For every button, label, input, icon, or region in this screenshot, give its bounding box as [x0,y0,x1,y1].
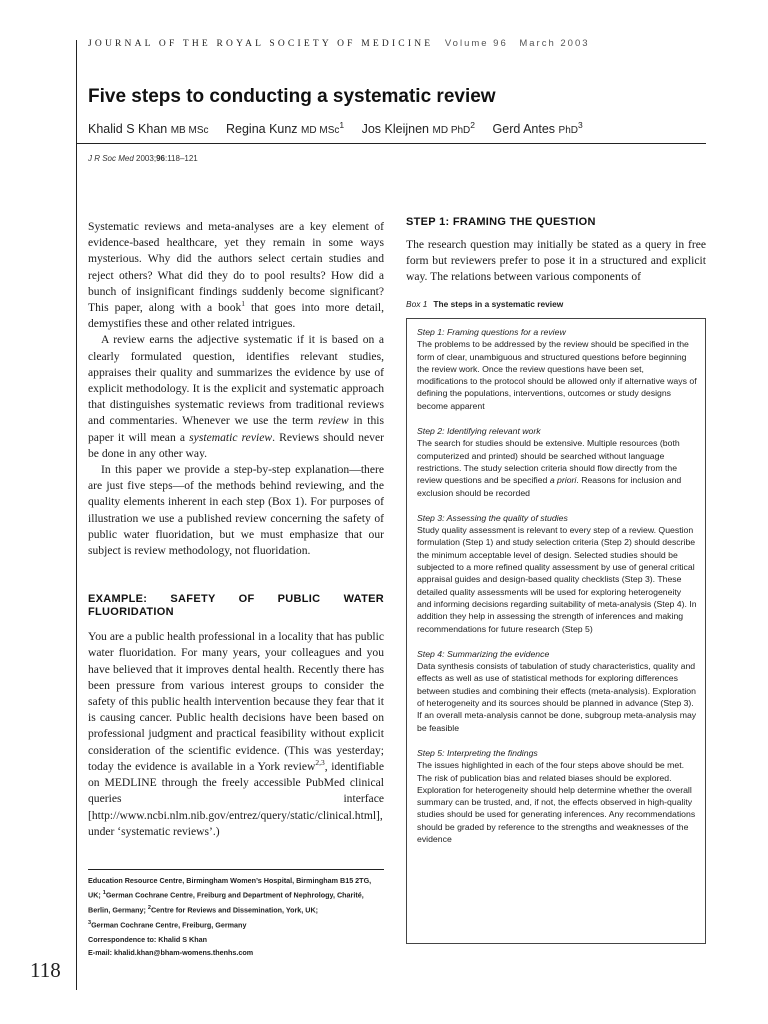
journal-name: JOURNAL OF THE ROYAL SOCIETY OF MEDICINE [88,39,434,49]
box-step-text: The problems to be addressed by the review should be specified in the form of clear, unambiguous and structured questions before beginning the review work. Once the review questions have been set, modifications to the protocol should be allowed only if alternative ways of defining the populations, interventions, outcomes or study designs become apparent [417,339,697,411]
box-step-heading: Step 3: Assessing the quality of studies [417,512,568,523]
intro-paragraph: Systematic reviews and meta-analyses are a key element of evidence-based healthcare, yet they remain in some ways mysterious. Why did the authors select certain studies and reject others? What did they do to pool results? How did a bunch of insignificant findings suddenly become significant? This paper, along with a book$^1$ that goes into more detail, demystifies these and other related intrigues. [88,220,384,331]
box-step [417,747,697,845]
box-step [417,648,697,734]
page-number: 118 [30,958,61,982]
steps-box [406,318,706,944]
running-header [88,38,590,49]
article-title: Five steps to conducting a systematic review [88,86,496,107]
box-step-text: Data synthesis consists of tabulation of study characteristics, quality and effects as well as use of statistical methods for exploring differences between studies and combining their effects (meta-analysis). Exploration of heterogeneity and its sources should be planned in advance (Step 3). If an overall meta-analysis cannot be done, subgroup meta-analysis may be feasible [417,661,697,733]
box-step-heading: Step 2: Identifying relevant work [417,426,541,437]
title-rule [76,143,706,144]
correspondence-email: E-mail: khalid.khan@bham-womens.thenhs.com [88,947,254,957]
correspondence: Correspondence to: Khalid S Khan [88,935,208,945]
box-step [417,425,697,499]
left-column [88,219,384,840]
author: Khalid S Khan MB MSc [88,122,209,137]
example-paragraph: You are a public health professional in a locality that has public water fluoridation. For many years, your colleagues and you have believed that it improves dental health. Recently there has been pressure from various interest groups to consider the safety of this public health intervention because they fear that it is causing cancer. Public health decisions have been based on professional judgment and practical feasibility without explicit consideration of the scientific evidence. (This was yesterday; today the evidence is available in a York review$^{2,3}$, identifiable on MEDLINE through the freely accessible PubMed clinical queries interface [http://www.ncbi.nlm.nib.gov/entrez/query/static/clinical.html], under ‘systematic reviews’.) [88,630,384,838]
affiliation-text: Education Resource Centre, Birmingham Women’s Hospital, Birmingham B15 2TG, UK; $^1$German Cochrane Centre, Freiburg and Department of Nephrology, Charité, Berlin, Germany; $^2$Centre for Reviews and Dissemination, York, UK; $^3$German Cochrane Centre, Freiburg, Germany [88,876,372,930]
author-list [88,120,597,136]
box-step [417,512,697,635]
box-step-text: Study quality assessment is relevant to every step of a review. Question formulation (Step 1) and study selection criteria (Step 2) should describe the minimum acceptable level of design. Selected studies should be subjected to a more refined quality assessment by use of general critical appraisal guides and design-based quality checklists (Step 3). These detailed quality assessments will be used for exploring heterogeneity and informing decisions regarding suitability of meta-analysis (Step 4). In addition they help in assessing the strength of inferences and making recommendations for future research (Step 5) [417,525,697,634]
box-step-heading: Step 4: Summarizing the evidence [417,648,550,659]
box-step-heading: Step 1: Framing questions for a review [417,327,566,337]
intro-paragraph: A review earns the adjective systematic if it is based on a clearly formulated question, identifies relevant studies, appraises their quality and summarizes the evidence by use of explicit methodology. It is the explicit and systematic approach that distinguishes systematic reviews from traditional reviews and commentaries. Whenever we use the term review in this paper it will mean a systematic review. Reviews should never be done in any other way. [88,333,384,460]
section-heading-step1: STEP 1: FRAMING THE QUESTION [406,216,596,228]
journal-volume: Volume 96 [444,38,508,49]
margin-rule [76,40,77,990]
box-caption [406,299,563,309]
right-column [406,216,706,286]
citation: J R Soc Med 2003;96:118–121 [88,154,198,163]
intro-paragraph: In this paper we provide a step-by-step explanation—there are just five steps—of the methods behind reviewing, and the quality elements inherent in each step (Box 1). For purposes of illustration we use a published review concerning the safety of public water fluoridation, but we must emphasize that our subject is review methodology, not fluoridation. [88,463,384,558]
author: Jos Kleijnen MD PhD$^2$ [361,120,476,137]
box-step-text: The search for studies should be extensive. Multiple resources (both computerized and printed) should be searched without language restrictions. The study selection criteria should flow directly from the review questions and be specified a priori. Reasons for inclusion and exclusion should be recorded [417,438,682,498]
affiliations [88,869,384,959]
box-title: The steps in a systematic review [433,299,564,309]
journal-date: March 2003 [519,38,590,49]
box-step-heading: Step 5: Interpreting the findings [417,747,538,758]
author: Regina Kunz MD MSc$^1$ [225,120,345,137]
box-step-text: The issues highlighted in each of the four steps above should be met. The risk of publication bias and related biases should be explored. Exploration for heterogeneity should help determine whether the overall summary can be trusted, and, if not, the effects observed in high-quality studies should be used for generating inferences. Any recommendations should be graded by reference to the strengths and weaknesses of the evidence [417,760,696,844]
author: Gerd Antes PhD$^3$ [492,120,583,137]
box-step [417,326,697,412]
box-label: Box 1 [406,299,428,309]
step1-paragraph: The research question may initially be stated as a query in free form but reviewers prefer to pose it in a structured and explicit way. The relations between various components of [406,238,706,284]
section-heading-example: EXAMPLE: SAFETY OF PUBLIC WATER FLUORIDATION [88,593,384,619]
